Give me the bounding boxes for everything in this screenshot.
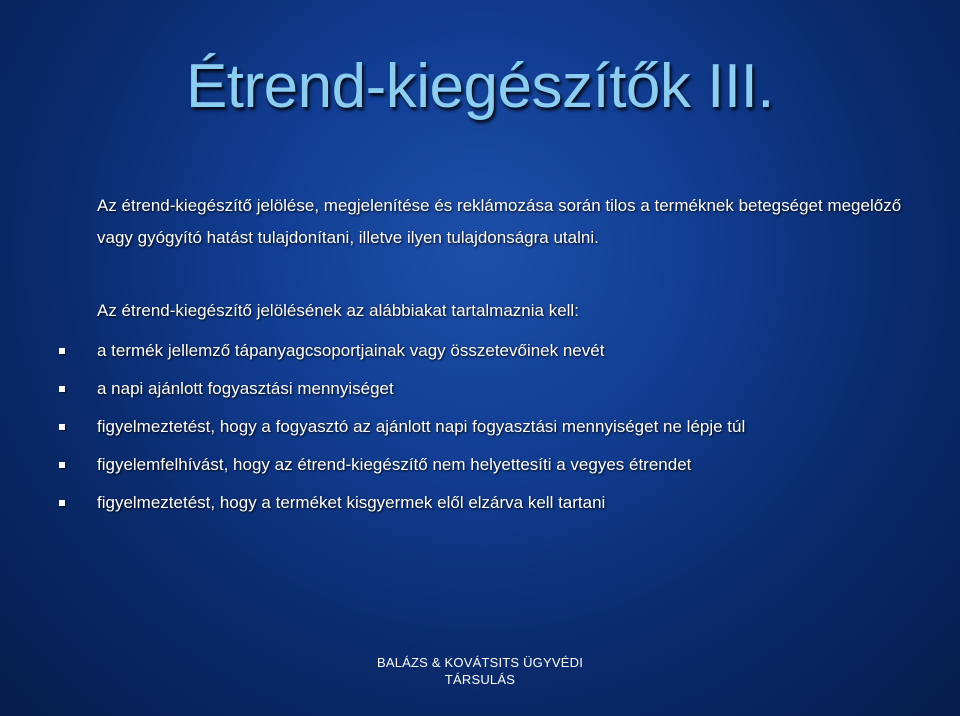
list-intro: Az étrend-kiegészítő jelölésének az alábbiakat tartalmaznia kell: xyxy=(97,301,579,320)
square-bullet-icon xyxy=(59,386,65,392)
square-bullet-icon xyxy=(59,348,65,354)
square-bullet-icon xyxy=(59,500,65,506)
slide-title: Étrend-kiegészítők III. xyxy=(185,52,775,121)
list-item xyxy=(0,414,960,452)
footer-line-2: TÁRSULÁS xyxy=(444,672,516,687)
list-item-text: a napi ajánlott fogyasztási mennyiséget xyxy=(97,379,394,398)
list-item-text: figyelemfelhívást, hogy az étrend-kiegészítő nem helyettesíti a vegyes étrendet xyxy=(97,455,692,474)
slide-paragraph: Az étrend-kiegészítő jelölése, megjelenítése és reklámozása során tilos a terméknek betegséget megelőző vagy gyógyító hatást tulajdonítani, illetve ilyen tulajdonságra utalni. xyxy=(97,196,902,247)
list-item-text: a termék jellemző tápanyagcsoportjainak vagy összetevőinek nevét xyxy=(97,341,605,360)
bullet-list xyxy=(0,338,960,528)
footer xyxy=(330,654,630,688)
list-item-text: figyelmeztetést, hogy a fogyasztó az ajánlott napi fogyasztási mennyiséget ne lépje túl xyxy=(97,417,746,436)
square-bullet-icon xyxy=(59,462,65,468)
list-item xyxy=(0,338,960,376)
square-bullet-icon xyxy=(59,424,65,430)
footer-line-1: BALÁZS & KOVÁTSITS ÜGYVÉDI xyxy=(376,655,584,670)
list-item xyxy=(0,490,960,528)
list-item-text: figyelmeztetést, hogy a terméket kisgyermek elől elzárva kell tartani xyxy=(97,493,606,512)
list-item xyxy=(0,452,960,490)
list-item xyxy=(0,376,960,414)
